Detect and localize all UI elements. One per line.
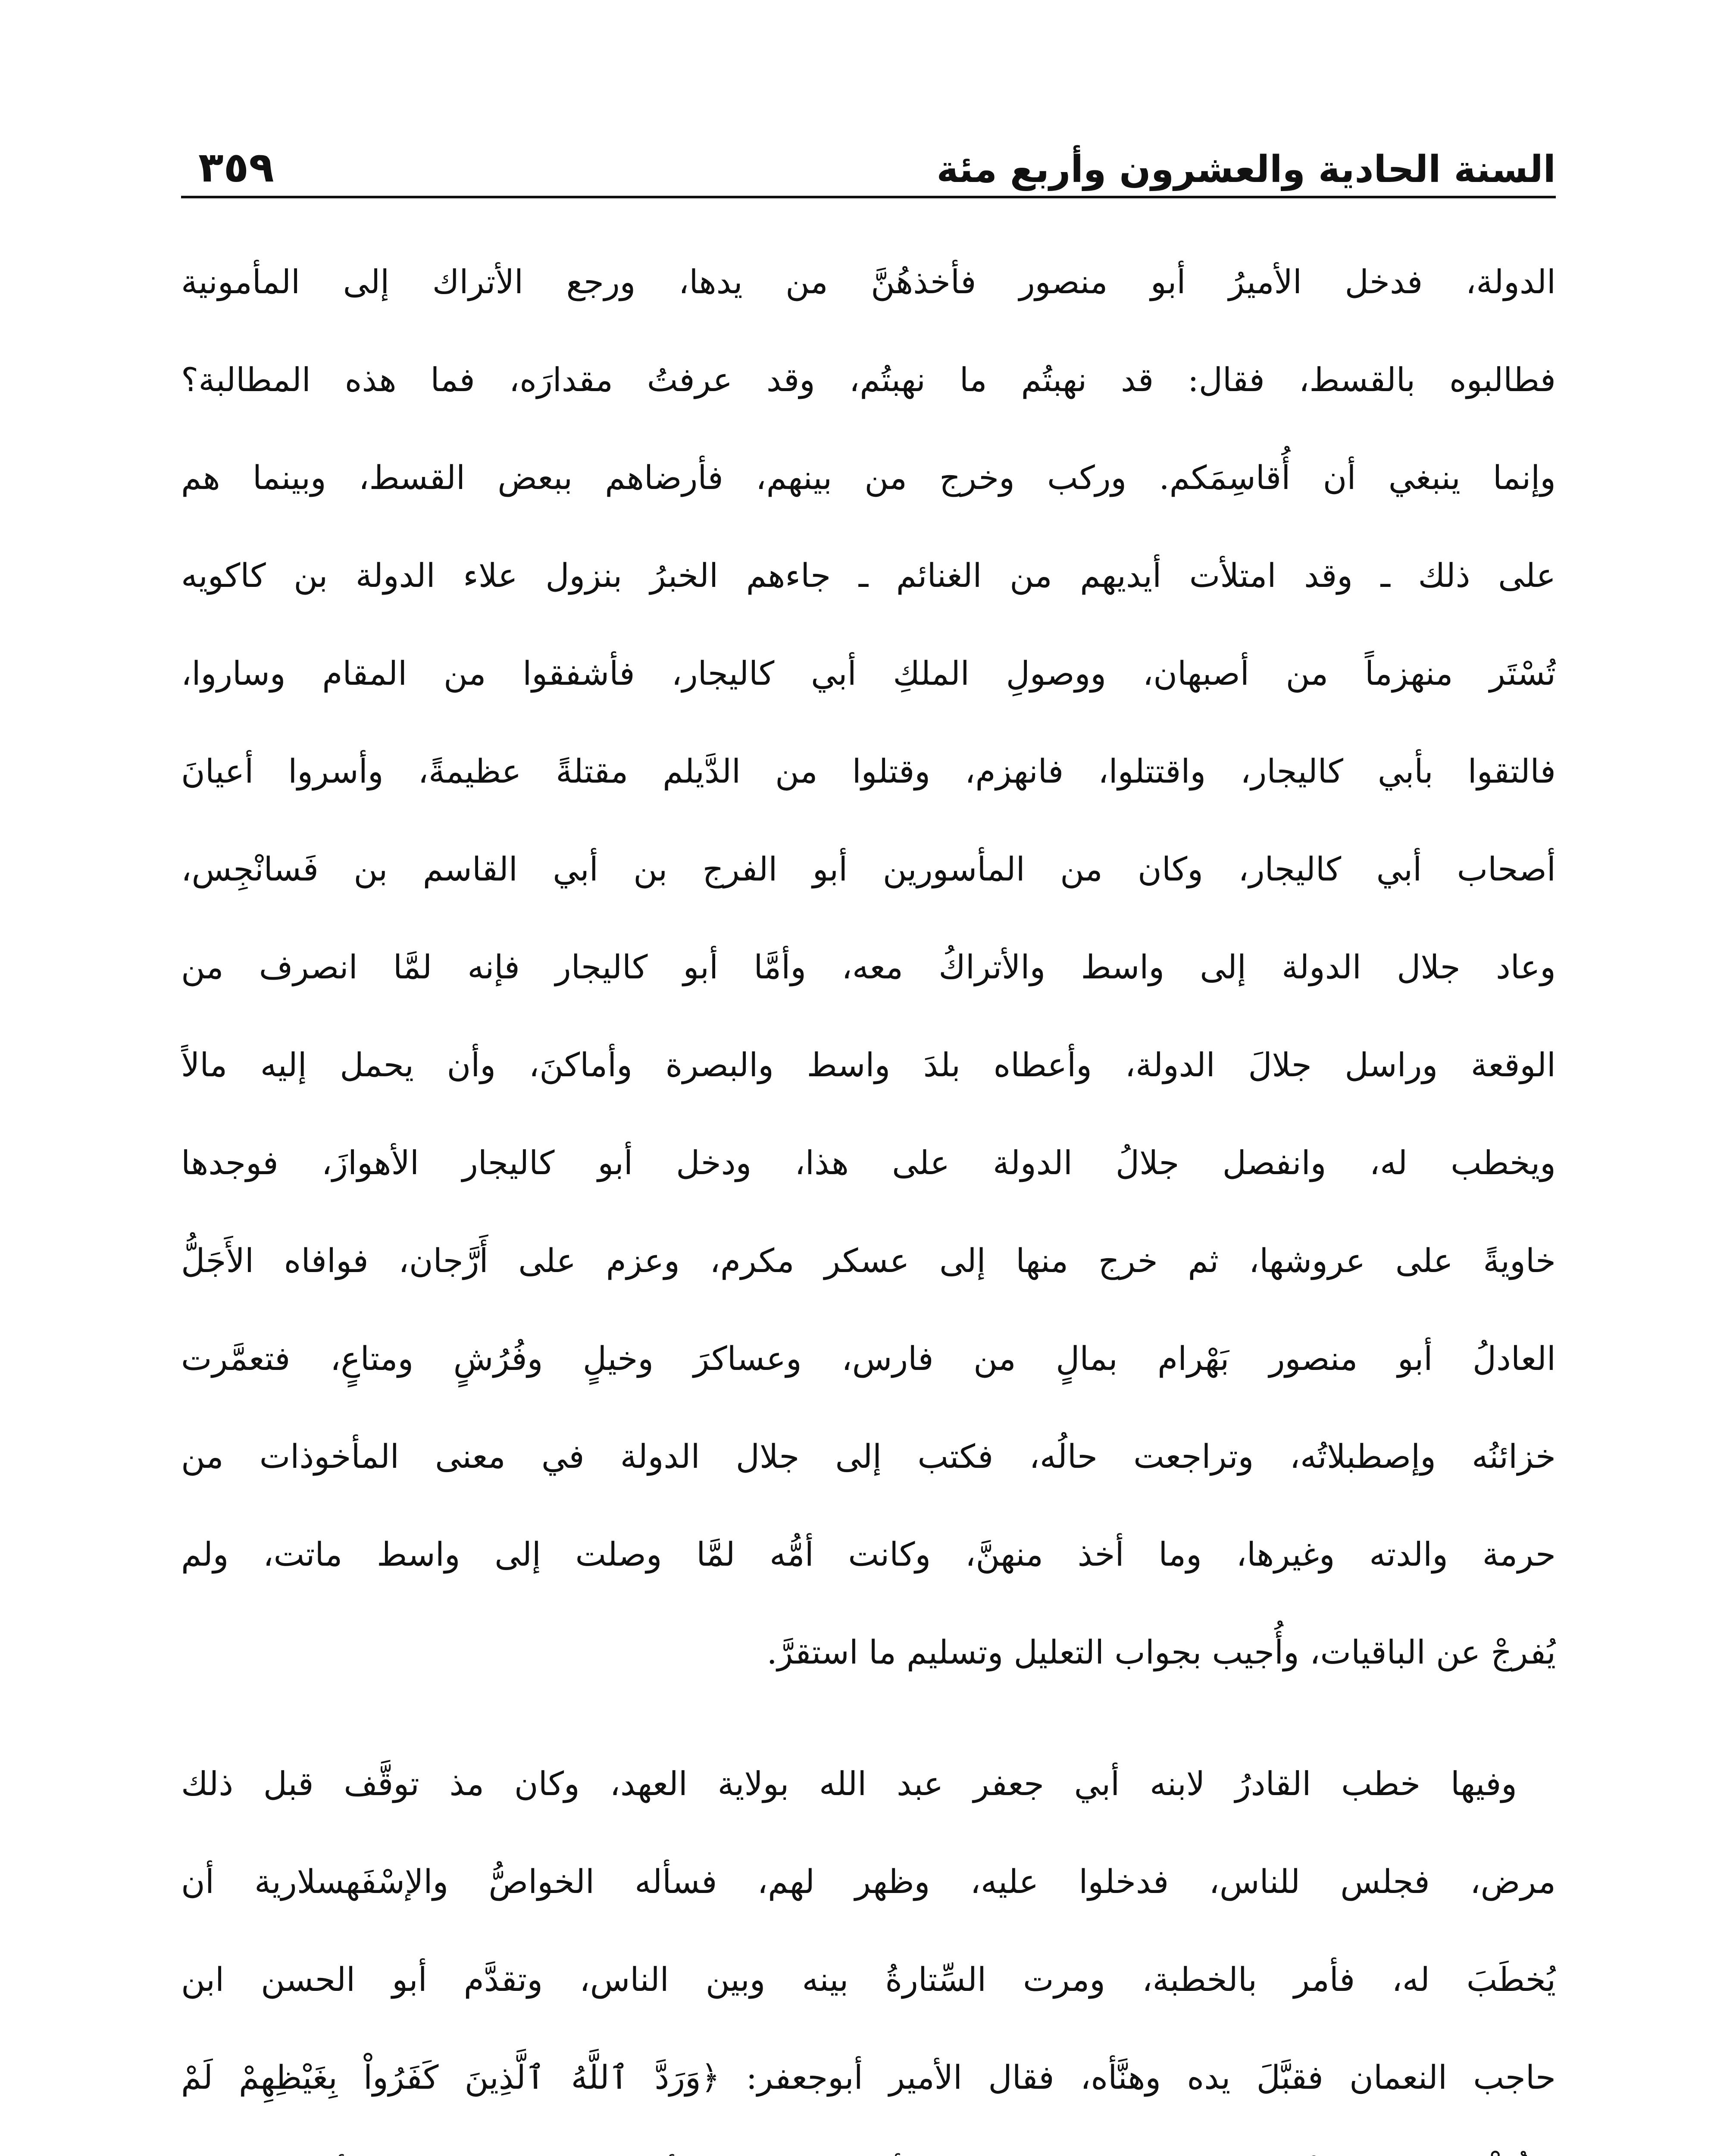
text-line: ويخطب له، وانفصل جلالُ الدولة على هذا، ودخل أبو كاليجار الأهوازَ، فوجدها — [181, 1144, 1556, 1182]
text-line: وإنما ينبغي أن أُقاسِمَكم. وركب وخرج من بينهم، فأرضاهم ببعض القسط، وبينما هم — [181, 458, 1556, 497]
text-line: أصحاب أبي كاليجار، وكان من المأسورين أبو الفرج بن أبي القاسم بن فَسانْجِس، — [181, 850, 1556, 888]
running-title: السنة الحادية والعشرون وأربع مئة — [936, 148, 1556, 191]
text-line: حرمة والدته وغيرها، وما أخذ منهنَّ، وكانت أمُّه لمَّا وصلت إلى واسط ماتت، ولم — [181, 1535, 1556, 1573]
text-line: فالتقوا بأبي كاليجار، واقتتلوا، فانهزم، وقتلوا من الدَّيلم مقتلةً عظيمةً، وأسروا أعيانَ — [181, 752, 1556, 790]
text-line: حاجب النعمان فقبَّلَ يده وهنَّأه، فقال الأمير أبوجعفر: ﴿وَرَدَّ ٱللَّهُ ٱلَّذِينَ كَفَرُواْ بِغَيْظِهِمْ لَمْ — [181, 2058, 1556, 2096]
text-line: على ذلك ـ وقد امتلأت أيديهم من الغنائم ـ جاءهم الخبرُ بنزول علاء الدولة بن كاكويه — [181, 556, 1556, 595]
text-line: تُسْتَر منهزماً من أصبهان، ووصولِ الملكِ أبي كاليجار، فأشفقوا من المقام وساروا، — [181, 654, 1556, 693]
text-line: مرض، فجلس للناس، فدخلوا عليه، وظهر لهم، فسأله الخواصُّ والإسْفَهسلارية أن — [181, 1862, 1556, 1901]
text-line: الدولة، فدخل الأميرُ أبو منصور فأخذهُنَّ من يدها، ورجع الأتراك إلى المأمونية — [181, 263, 1556, 301]
text-line: خزائنُه وإصطبلاتُه، وتراجعت حالُه، فكتب إلى جلال الدولة في معنى المأخوذات من — [181, 1437, 1556, 1476]
paragraph — [181, 1735, 1556, 2156]
text-line: فطالبوه بالقسط، فقال: قد نهبتُم ما نهبتُم، وقد عرفتُ مقدارَه، فما هذه المطالبة؟ — [181, 360, 1556, 399]
text-line: يُفرجْ عن الباقيات، وأُجيب بجواب التعليل وتسليم ما استقرَّ. — [766, 1633, 1556, 1671]
paragraph — [181, 233, 1556, 1701]
text-line: وعاد جلال الدولة إلى واسط والأتراكُ معه، وأمَّا أبو كاليجار فإنه لمَّا انصرف من — [181, 948, 1556, 986]
header-rule — [181, 196, 1556, 198]
text-line: وفيها خطب القادرُ لابنه أبي جعفر عبد الله بولاية العهد، وكان مذ توقَّف قبل ذلك — [181, 1764, 1517, 1803]
page-number: ٣٥٩ — [198, 143, 274, 191]
page-header — [181, 129, 1556, 198]
text-line: يُخطَبَ له، فأمر بالخطبة، ومرت السِّتارةُ بينه وبين الناس، وتقدَّم أبو الحسن ابن — [181, 1960, 1556, 1999]
page-body — [181, 233, 1556, 2156]
text-line: الوقعة وراسل جلالَ الدولة، وأعطاه بلدَ واسط والبصرة وأماكنَ، وأن يحمل إليه مالاً — [181, 1046, 1556, 1084]
text-line: العادلُ أبو منصور بَهْرام بمالٍ من فارس، وعساكرَ وخيلٍ وفُرُشٍ ومتاعٍ، فتعمَّرت — [181, 1339, 1556, 1378]
text-line: خاويةً على عروشها، ثم خرج منها إلى عسكر مكرم، وعزم على أَرَّجان، فوافاه الأَجَلُّ — [181, 1241, 1556, 1280]
paragraph-spacer — [181, 1701, 1556, 1735]
text-line — [181, 2126, 1556, 2156]
